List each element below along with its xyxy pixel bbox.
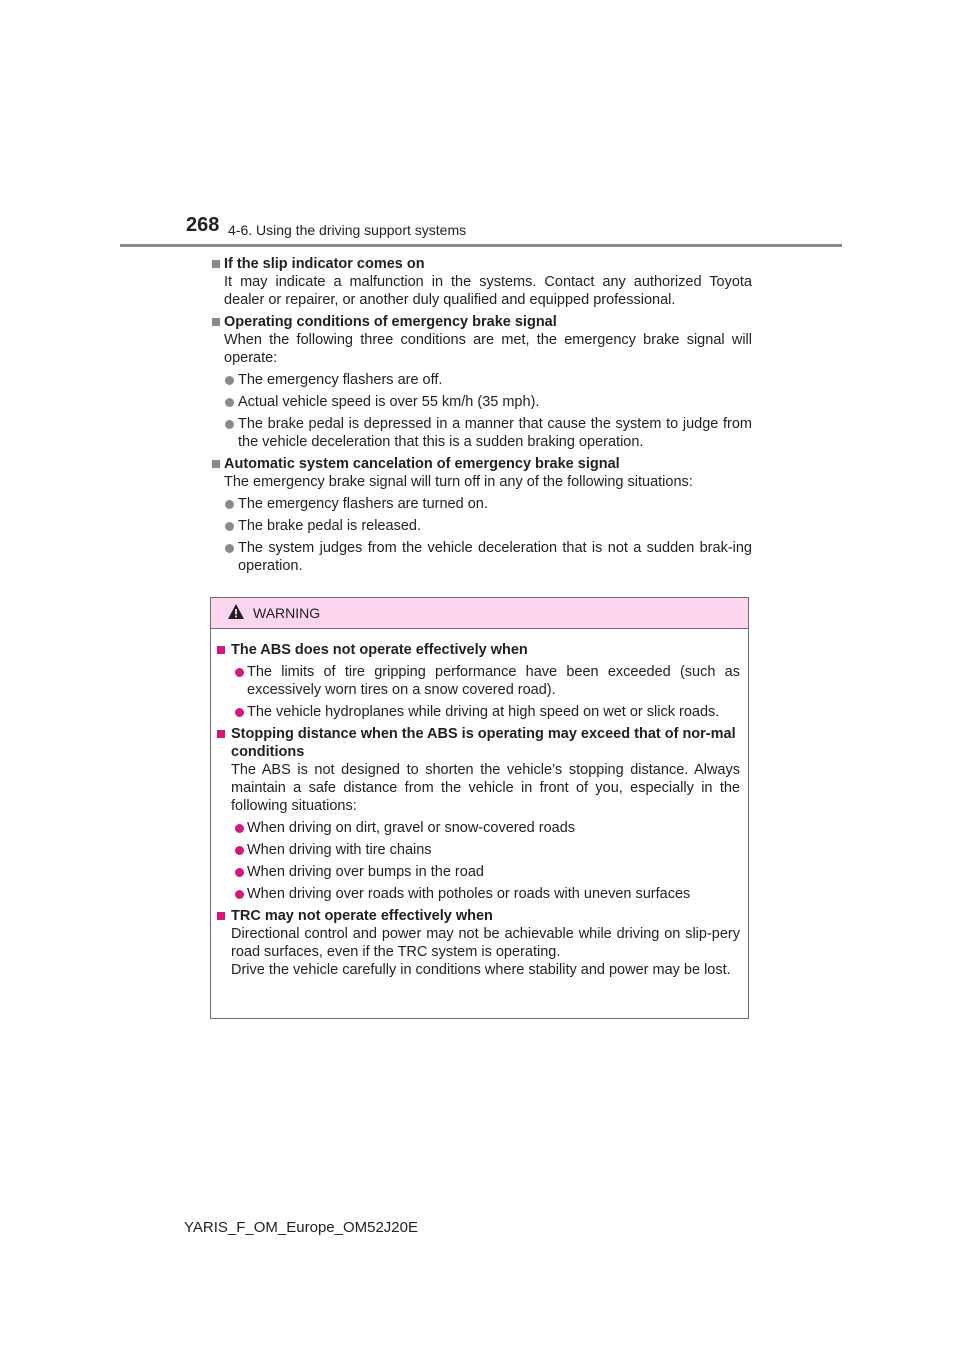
- circle-bullet-icon: [235, 868, 244, 877]
- circle-bullet-icon: [235, 846, 244, 855]
- list-item: When driving over roads with potholes or roads with uneven surfaces: [217, 885, 740, 903]
- list-item: When driving over bumps in the road: [217, 863, 740, 881]
- circle-bullet-icon: [225, 398, 234, 407]
- square-bullet-icon: [217, 646, 225, 654]
- section-slip-indicator: [212, 255, 752, 309]
- circle-bullet-icon: [225, 420, 234, 429]
- warning-text: The ABS is not designed to shorten the vehicle’s stopping distance. Always maintain a safe distance from the vehicle in front of you, especially in the following situations:: [231, 762, 740, 814]
- warning-header: [211, 598, 748, 629]
- circle-bullet-icon: [235, 708, 244, 717]
- warning-section-trc: [217, 907, 740, 979]
- square-bullet-icon: [217, 730, 225, 738]
- square-bullet-icon: [212, 460, 220, 468]
- warning-body: [211, 629, 748, 979]
- footer-doc-id: YARIS_F_OM_Europe_OM52J20E: [184, 1219, 419, 1236]
- warning-label: WARNING: [253, 605, 321, 621]
- square-bullet-icon: [217, 912, 225, 920]
- header-rule: [120, 244, 842, 247]
- section-emergency-brake-cancelation: [212, 455, 752, 575]
- warning-heading: TRC may not operate effectively when: [231, 908, 493, 924]
- warning-box: [210, 597, 749, 1019]
- list-item: The limits of tire gripping performance have been exceeded (such as excessively worn tires on a snow covered road).: [217, 663, 740, 699]
- square-bullet-icon: [212, 260, 220, 268]
- section-heading: Automatic system cancelation of emergency brake signal: [224, 456, 620, 472]
- list-item: Actual vehicle speed is over 55 km/h (35 mph).: [212, 393, 752, 411]
- warning-text: Directional control and power may not be achievable while driving on slip-pery road surfaces, even if the TRC system is operating.: [231, 926, 740, 960]
- warning-text: Drive the vehicle carefully in conditions where stability and power may be lost.: [231, 962, 731, 978]
- list-item: The emergency flashers are turned on.: [212, 495, 752, 513]
- circle-bullet-icon: [225, 544, 234, 553]
- list-item: The system judges from the vehicle deceleration that is not a sudden brak-ing operation.: [212, 539, 752, 575]
- circle-bullet-icon: [235, 824, 244, 833]
- circle-bullet-icon: [225, 522, 234, 531]
- page-number: 268: [186, 214, 220, 236]
- list-item: The brake pedal is depressed in a manner that cause the system to judge from the vehicle deceleration that this is a sudden braking operation.: [212, 415, 752, 451]
- section-text: When the following three conditions are met, the emergency brake signal will operate:: [224, 332, 752, 366]
- list-item: The emergency flashers are off.: [212, 371, 752, 389]
- circle-bullet-icon: [225, 500, 234, 509]
- warning-section-abs: [217, 641, 740, 721]
- section-text: It may indicate a malfunction in the systems. Contact any authorized Toyota dealer or repairer, or another duly qualified and equipped professional.: [224, 274, 752, 308]
- list-item: When driving with tire chains: [217, 841, 740, 859]
- list-item: When driving on dirt, gravel or snow-covered roads: [217, 819, 740, 837]
- circle-bullet-icon: [225, 376, 234, 385]
- list-item: The vehicle hydroplanes while driving at high speed on wet or slick roads.: [217, 703, 740, 721]
- section-title: 4-6. Using the driving support systems: [228, 222, 467, 238]
- warning-heading: Stopping distance when the ABS is operating may exceed that of nor-mal conditions: [231, 726, 736, 760]
- section-text: The emergency brake signal will turn off in any of the following situations:: [224, 474, 693, 490]
- circle-bullet-icon: [235, 890, 244, 899]
- main-content: [212, 255, 752, 579]
- square-bullet-icon: [212, 318, 220, 326]
- warning-triangle-icon: [227, 603, 245, 621]
- list-item: The brake pedal is released.: [212, 517, 752, 535]
- section-emergency-brake-conditions: [212, 313, 752, 451]
- warning-section-stopping-distance: [217, 725, 740, 903]
- warning-heading: The ABS does not operate effectively when: [231, 642, 528, 658]
- section-heading: If the slip indicator comes on: [224, 256, 425, 272]
- circle-bullet-icon: [235, 668, 244, 677]
- section-heading: Operating conditions of emergency brake signal: [224, 314, 557, 330]
